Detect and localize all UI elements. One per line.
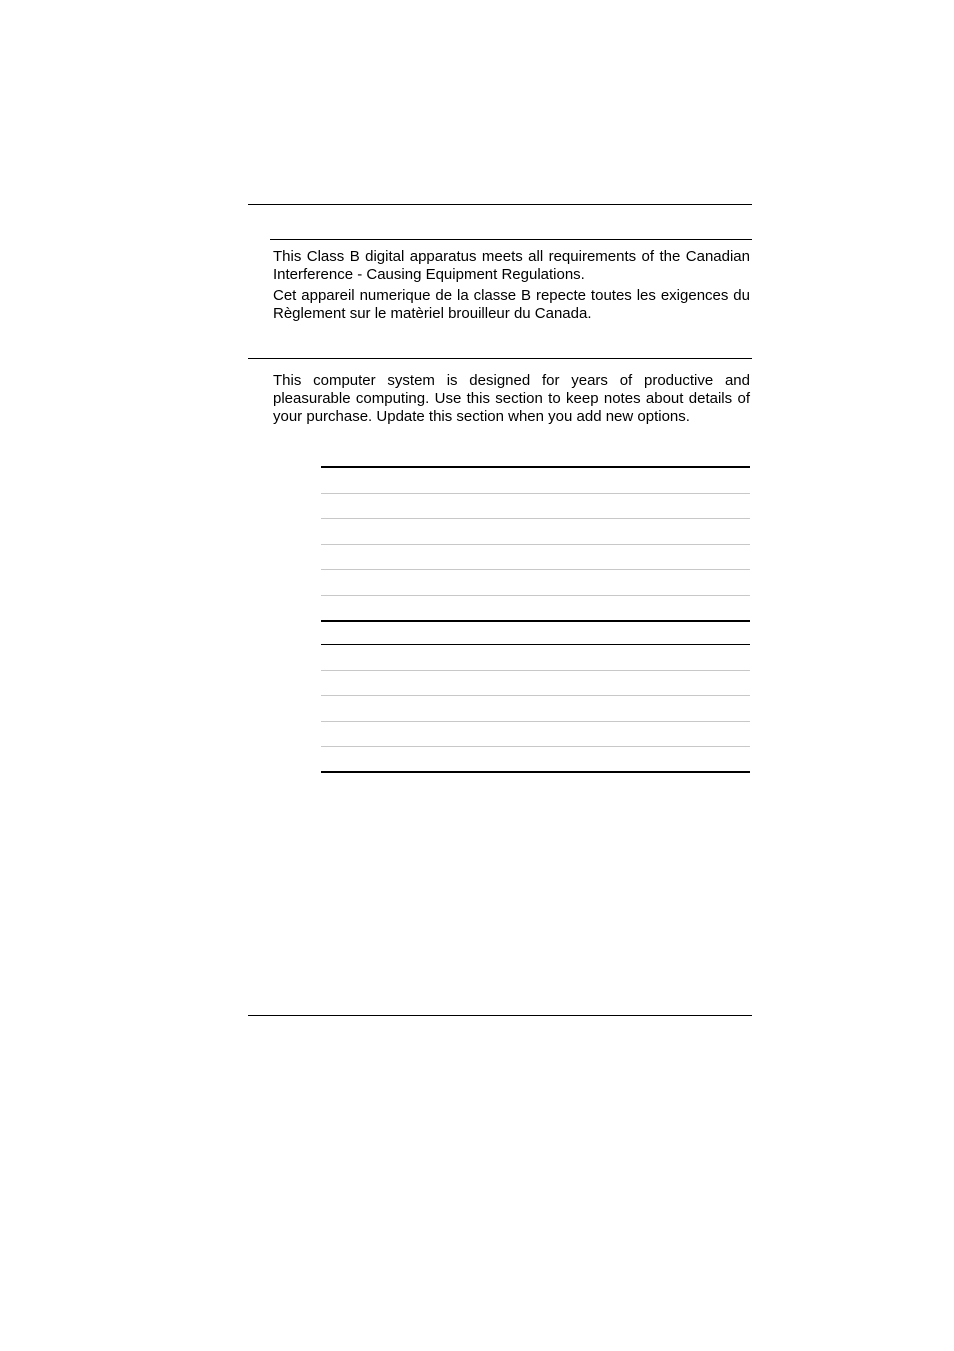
notes-table-row-line	[321, 721, 750, 722]
notes-table-row-line	[321, 644, 750, 645]
page-header-rule	[248, 204, 752, 205]
canadian-notice-english: This Class B digital apparatus meets all requirements of the Canadian Interference - Causing Equipment Regulations.	[273, 248, 750, 284]
notes-section-rule	[248, 358, 752, 359]
notes-table-group-divider	[321, 620, 750, 622]
notes-table-row-line	[321, 493, 750, 494]
notes-table-top-border	[321, 466, 750, 468]
notes-table-row-line	[321, 595, 750, 596]
notes-table-row-line	[321, 670, 750, 671]
canadian-notice-rule	[270, 239, 752, 240]
notes-table-row-line	[321, 518, 750, 519]
notes-table-row-line	[321, 746, 750, 747]
notes-table-row-line	[321, 544, 750, 545]
page-footer-rule	[248, 1015, 752, 1016]
notes-intro: This computer system is designed for years of productive and pleasurable computing. Use this section to keep notes about details of your purchase. Update this section when you add new options.	[273, 372, 750, 426]
notes-table-bottom-border	[321, 771, 750, 773]
notes-table	[321, 466, 750, 773]
notes-table-row-line	[321, 569, 750, 570]
notes-table-row-line	[321, 695, 750, 696]
canadian-notice-french: Cet appareil numerique de la classe B repecte toutes les exigences du Règlement sur le matèriel brouilleur du Canada.	[273, 287, 750, 323]
